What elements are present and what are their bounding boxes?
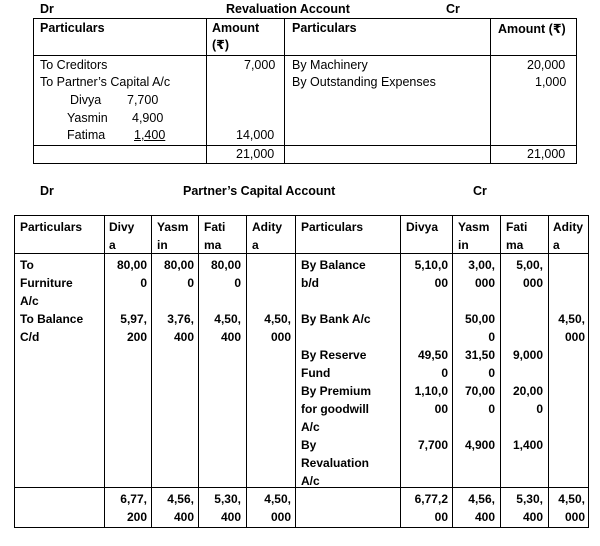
partners-capital-amount: 14,000 [236,128,275,142]
dr-label: Dr [40,2,54,16]
reval-fatima: 1,400 [512,438,543,452]
bank-aditya: 4,50, 000 [558,312,585,344]
balance-fatima: 4,50, 400 [214,312,241,344]
total-r-yasmin: 4,56, 400 [468,492,495,524]
particulars-header-left: Particulars [40,21,105,35]
cap-particulars-header-right: Particulars [301,220,364,234]
total-l-aditya: 4,50, 000 [264,492,291,524]
total-right: 21,000 [527,147,566,161]
reval-divya: 7,700 [417,438,448,452]
cap-divya-header: Divy a [109,220,135,252]
capital-dr-label: Dr [40,184,54,198]
reserve-yasmin: 31,50 0 [464,348,495,380]
total-l-divya: 6,77, 200 [120,492,147,524]
cap-divya-header-right: Divya [406,220,439,234]
total-left: 21,000 [236,147,275,161]
capital-cr-label: Cr [473,184,487,198]
reserve-divya: 49,50 0 [417,348,448,380]
balance-yasmin: 3,76, 400 [167,312,194,344]
capital-title: Partner’s Capital Account [183,184,336,198]
furniture-fatima: 80,00 0 [210,258,241,290]
by-balance-bd: By Balance b/d [301,258,366,290]
total-r-divya: 6,77,2 00 [414,492,448,524]
to-partners-capital: To Partner’s Capital A/c [40,75,171,89]
cap-fatima-header-right: Fati ma [506,220,528,252]
cr-label: Cr [446,2,460,16]
reserve-fatima: 9,000 [512,348,543,362]
premium-divya: 1,10,0 00 [414,384,448,416]
bd-divya: 5,10,0 00 [414,258,448,290]
fatima-amount: 1,400 [134,128,166,142]
to-furniture: To Furniture A/c [20,258,73,308]
cap-aditya-header-right: Adity a [553,220,583,252]
revaluation-title: Revaluation Account [226,2,350,16]
furniture-divya: 80,00 0 [116,258,147,290]
cap-particulars-header: Particulars [20,220,83,234]
divya-label: Divya [70,93,102,107]
fatima-label: Fatima [67,128,106,142]
yasmin-label: Yasmin [67,111,108,125]
premium-yasmin: 70,00 0 [464,384,495,416]
total-l-fatima: 5,30, 400 [214,492,241,524]
to-creditors: To Creditors [40,58,108,72]
total-l-yasmin: 4,56, 400 [167,492,194,524]
amount-header-right: Amount (₹) [498,22,566,36]
cap-yasmin-header: Yasm in [157,220,189,252]
to-balance-cd: To Balance C/d [20,312,84,344]
by-outstanding-expenses: By Outstanding Expenses [292,75,436,89]
furniture-yasmin: 80,00 0 [163,258,194,290]
by-bank: By Bank A/c [301,312,371,326]
reval-yasmin: 4,900 [464,438,495,452]
cap-yasmin-header-right: Yasm in [458,220,490,252]
cap-fatima-header: Fati ma [204,220,226,252]
bd-yasmin: 3,00, 000 [468,258,495,290]
amount-unit-left: (₹) [212,38,230,52]
creditors-amount: 7,000 [244,58,276,72]
bank-yasmin: 50,00 0 [464,312,495,344]
total-r-fatima: 5,30, 400 [516,492,543,524]
by-reserve-fund: By Reserve Fund [301,348,367,380]
amount-header-left: Amount [212,21,260,35]
bd-fatima: 5,00, 000 [516,258,543,290]
cap-aditya-header: Adity a [252,220,282,252]
particulars-header-right: Particulars [292,21,357,35]
by-machinery: By Machinery [292,58,368,72]
machinery-amount: 20,000 [527,58,566,72]
by-revaluation: By Revaluation A/c [301,438,370,488]
premium-fatima: 20,00 0 [512,384,543,416]
divya-amount: 7,700 [127,93,159,107]
total-r-aditya: 4,50, 000 [558,492,585,524]
by-premium-goodwill: By Premium for goodwill A/c [301,384,372,434]
yasmin-amount: 4,900 [132,111,164,125]
outstanding-amount: 1,000 [535,75,567,89]
balance-divya: 5,97, 200 [120,312,147,344]
balance-aditya: 4,50, 000 [264,312,291,344]
